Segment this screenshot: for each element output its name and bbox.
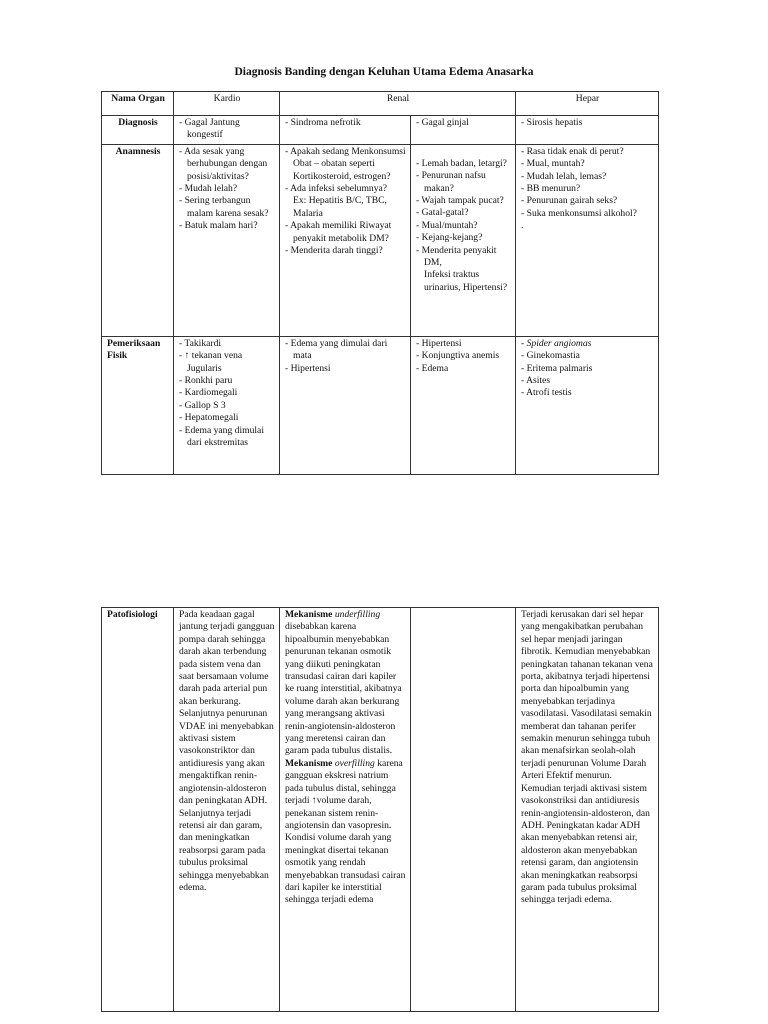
pemeriksaan-row [102, 336, 659, 474]
list-item: - Mudah lelah, lemas? [521, 170, 607, 182]
header-renal-text: Renal [386, 93, 410, 104]
list-item: - BB menurun? [521, 183, 581, 195]
patofisiologi-label [102, 608, 174, 1012]
spider-angiomas-text: Spider angiomas [526, 337, 592, 349]
list-item: Infeksi traktus urinarius, Hipertensi? [424, 269, 508, 293]
diagnosis-renal2-text: - Gagal ginjal [416, 117, 469, 128]
patofisiologi-hepar [516, 608, 659, 1012]
list-item: - Batuk malam hari? [179, 220, 258, 232]
diagnosis-hepar [516, 116, 659, 145]
mekanisme-overfilling-label: Mekanisme [285, 757, 333, 769]
diagnosis-renal1-text: - Sindroma nefrotik [285, 117, 361, 128]
list-item: - Lemah badan, letargi? [416, 157, 507, 169]
mekanisme-underfilling-term: underfilling [334, 609, 381, 620]
list-item: - Mudah lelah? [179, 183, 238, 195]
list-item: - Suka menkonsumsi alkohol? [521, 207, 637, 219]
list-item: - Atrofi testis [521, 387, 572, 399]
pemeriksaan-hepar [516, 336, 659, 474]
anamnesis-renal2 [411, 144, 516, 336]
anamnesis-row [102, 144, 659, 336]
list-item: - Ginekomastia [521, 350, 580, 362]
differential-diagnosis-table [101, 91, 659, 475]
pemeriksaan-label [102, 336, 174, 474]
list-item: - Penurunan nafsu makan? [416, 170, 486, 194]
patofisiologi-row [102, 608, 659, 1012]
mekanisme-underfilling-label: Mekanisme [285, 609, 333, 620]
diagnosis-hepar-text: - Sirosis hepatis [521, 117, 583, 128]
header-nama-organ [102, 92, 174, 116]
anamnesis-renal1 [280, 144, 411, 336]
patofisiologi-renal [280, 608, 411, 1012]
pathophysiology-table [101, 607, 659, 1012]
diagnosis-label [102, 116, 174, 145]
patofisiologi-renal2 [411, 608, 516, 1012]
list-item: - Mual/muntah? [416, 219, 478, 231]
pemeriksaan-kardio [174, 336, 280, 474]
list-item: - Apakah sedang Menkonsumsi [285, 145, 406, 157]
list-item: - Konjungtiva anemis [416, 350, 500, 362]
pemeriksaan-renal1 [280, 336, 411, 474]
mekanisme-underfilling [285, 609, 406, 758]
patofisiologi-kardio [174, 608, 280, 1012]
list-item: - Apakah memiliki Riwayat penyakit metabolik DM? [285, 220, 392, 244]
patofisiologi-kardio-text: Pada keadaan gagal jantung terjadi gangguan pompa darah sehingga darah akan terbendung pada sistem vena dan saat bersamaan volume darah pada arterial pun akan berkurang. Selanjutnya penurunan VDAE ini menyebabkan aktivasi sistem vasokonstriktor dan antidiuresis yang akan mengaktifkan renin-angiotensin-aldosteron dan peningkatan ADH. Selanjutnya terjadi retensi air dan garam, dan meningkatkan reabsorpsi garam pada tubulus proksimal sehingga menyebabkan edema. [179, 609, 275, 893]
list-item: - Wajah tampak pucat? [416, 195, 504, 207]
list-item: - Kardiomegali [179, 387, 238, 399]
anamnesis-label-text: Anamnesis [115, 145, 161, 157]
patofisiologi-hepar-text: Terjadi kerusakan dari sel hepar yang mengakibatkan perubahan sel hepar menjadi jaringan fibrotik. Kemudian menyebabkan peningkatan tahanan tekanan vena porta, akibatnya terjadi hipertensi porta dan hipoalbumin yang menyebabkan terjadinya vasodilatasi. Vasodilatasi semakin memberat dan tahanan perifer semakin menurun sehingga tubuh akan menafsirkan seolah-olah terjadi penurunan Volume Darah Arteri Efektif menurun. Kemudian terjadi aktivasi sistem vasokonstriksi dan antidiuresis renin-angiotensin-aldosteron, dan ADH. Peningkatan kadar ADH akan menyebabkan retensi air, aldosteron akan menyebabkan retensi garam, dan angiotensin akan meningkatkan reabsorpsi garam pada tubulus proksimal sehingga terjadi edema. [521, 609, 653, 906]
list-item: - Eritema palmaris [521, 362, 593, 374]
header-nama-organ-text: Nama Organ [111, 93, 165, 104]
anamnesis-label [102, 144, 174, 336]
diagnosis-renal2 [411, 116, 516, 145]
diagnosis-label-text: Diagnosis [118, 117, 158, 128]
mekanisme-overfilling [285, 758, 406, 907]
patofisiologi-label-text: Patofisiologi [107, 609, 158, 620]
list-item: Obat – obatan seperti Kortikosteroid, estrogen? [293, 158, 391, 182]
diagnosis-kardio-text: - Gagal Jantung kongestif [179, 117, 240, 141]
list-item: - Ada infeksi sebelumnya? [285, 183, 388, 195]
header-hepar [516, 92, 659, 116]
header-row [102, 92, 659, 116]
diagnosis-row [102, 116, 659, 145]
header-kardio-text: Kardio [213, 93, 241, 104]
list-item: - Ronkhi paru [179, 375, 233, 387]
list-item: - Rasa tidak enak di perut? [521, 145, 624, 157]
list-item: - Edema [416, 362, 449, 374]
pemeriksaan-label-text: Pemeriksaan Fisik [107, 337, 161, 362]
list-item: - Hipertensi [285, 362, 331, 374]
list-item: - Spider angiomas [521, 337, 592, 349]
list-item: . [521, 220, 524, 232]
header-renal [280, 92, 516, 116]
pemeriksaan-renal2 [411, 336, 516, 474]
document-title: Diagnosis Banding dengan Keluhan Utama Edema Anasarka [234, 66, 534, 78]
header-kardio [174, 92, 280, 116]
list-item: - Menderita darah tinggi? [285, 245, 383, 257]
list-item: - Menderita penyakit DM, [416, 244, 497, 269]
diagnosis-renal1 [280, 116, 411, 145]
list-item: - Gallop S 3 [179, 399, 226, 411]
diagnosis-kardio [174, 116, 280, 145]
header-hepar-text: Hepar [575, 93, 600, 104]
list-item: - Gatal-gatal? [416, 207, 469, 219]
list-item: - Mual, muntah? [521, 158, 585, 170]
list-item: - Asites [521, 375, 551, 387]
list-item: - Edema yang dimulai dari ekstremitas [179, 424, 264, 449]
mekanisme-overfilling-term: overfilling [334, 757, 375, 769]
list-item: Ex: Hepatitis B/C, TBC, Malaria [293, 195, 387, 219]
list-item: - Hepatomegali [179, 412, 239, 424]
mekanisme-overfilling-text: karena gangguan ekskresi natrium pada tubulus distal, sehingga terjadi ↑volume darah, penekanan sistem renin-angiotensin dan vasopresin. Kondisi volume darah yang meningkat disertai tekanan osmotik yang rendah menyebabkan transudasi cairan dari kapiler ke interstitial sehingga terjadi edema [285, 757, 406, 906]
list-item: - Takikardi [179, 337, 222, 349]
anamnesis-hepar [516, 144, 659, 336]
list-item: - ↑ tekanan vena Jugularis [179, 350, 243, 374]
list-item: - Hipertensi [416, 337, 462, 349]
list-item: - Penurunan gairah seks? [521, 195, 618, 207]
mekanisme-underfilling-text: disebabkan karena hipoalbumin menyebabkan penurunan tekanan osmotik yang diikuti peningkatan transudasi cairan dari kapiler ke ruang interstitial, akibatnya volume darah akan berkurang yang merangsang aktivasi renin-angiotensin-aldosteron yang meretensi cairan dan garam pada tubulus distalis. [285, 621, 402, 757]
list-item: - Ada sesak yang berhubungan dengan posisi/aktivitas? [179, 145, 268, 182]
anamnesis-kardio [174, 144, 280, 336]
list-item: - Kejang-kejang? [416, 232, 483, 244]
list-item: - Edema yang dimulai dari mata [285, 337, 388, 362]
list-item: - Sering terbangun malam karena sesak? [179, 195, 269, 219]
